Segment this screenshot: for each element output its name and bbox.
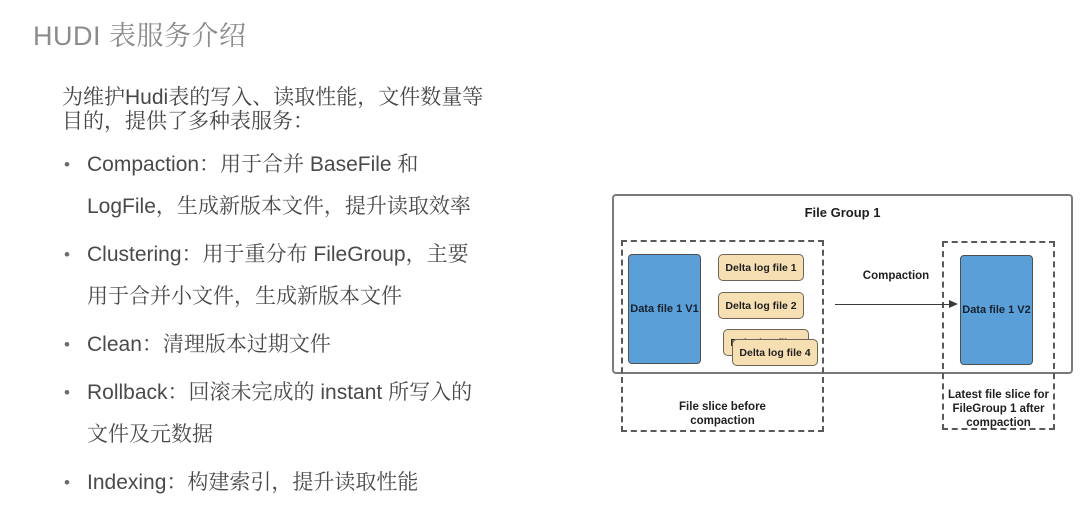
bullet-line: LogFile，生成新版本文件，提升读取效率 <box>87 195 471 218</box>
caption-line: compaction <box>966 417 1031 429</box>
caption-line: File slice before <box>679 401 766 413</box>
file-group-label: File Group 1 <box>804 205 881 220</box>
compaction-arrow-line <box>835 304 951 305</box>
intro-line: 目的，提供了多种表服务： <box>62 110 314 133</box>
bullet-line: 文件及元数据 <box>87 423 213 446</box>
page-title: HUDI 表服务介绍 <box>33 21 247 51</box>
list-item-clean <box>64 324 574 366</box>
data-file-v1-box: Data file 1 V1 <box>628 254 701 364</box>
list-item-indexing <box>64 462 574 504</box>
compaction-arrow-head-icon <box>949 300 958 308</box>
bullet-line: • Clean：清理版本过期文件 <box>87 333 331 356</box>
caption-line: FileGroup 1 after <box>952 403 1045 415</box>
file-slice-before-caption <box>621 400 824 428</box>
intro-line: 为维护Hudi表的写入、读取性能，文件数量等 <box>62 86 484 109</box>
list-item-clustering <box>64 234 574 318</box>
bullet-line: • Rollback：回滚未完成的 instant 所写入的 <box>87 381 473 404</box>
list-item-compaction <box>64 144 574 228</box>
compaction-diagram <box>608 192 1080 444</box>
delta-log-file-1-box: Delta log file 1 <box>718 254 804 281</box>
delta-log-file-4-box: Delta log file 4 <box>732 339 818 366</box>
intro-paragraph <box>62 86 562 134</box>
bullet-line: • Clustering：用于重分布 FileGroup，主要 <box>87 243 469 266</box>
data-file-v2-box: Data file 1 V2 <box>960 255 1033 365</box>
compaction-arrow-label: Compaction <box>862 270 930 282</box>
file-slice-after-caption <box>942 388 1055 430</box>
table-services-list <box>64 144 574 510</box>
caption-line: compaction <box>690 415 755 427</box>
bullet-line: • Indexing：构建索引，提升读取性能 <box>87 471 419 494</box>
bullet-line: • Compaction：用于合并 BaseFile 和 <box>87 153 419 176</box>
list-item-rollback <box>64 372 574 456</box>
delta-log-file-2-box: Delta log file 2 <box>718 292 804 319</box>
bullet-line: 用于合并小文件，生成新版本文件 <box>87 285 402 308</box>
caption-line: Latest file slice for <box>948 389 1049 401</box>
